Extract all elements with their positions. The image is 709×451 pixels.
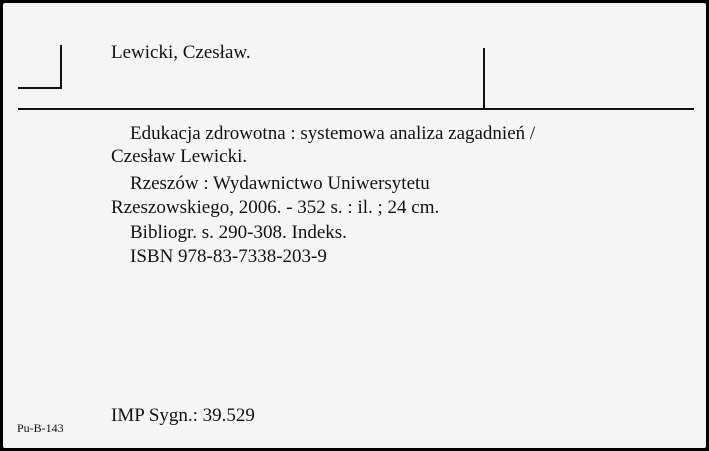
corner-mark-vertical	[60, 45, 62, 89]
title-line-2: Czesław Lewicki.	[111, 146, 248, 167]
card-code: Pu-B-143	[17, 421, 64, 435]
corner-mark-horizontal	[18, 87, 62, 89]
publication-line-2: Rzeszowskiego, 2006. - 352 s. : il. ; 24 cm.	[111, 197, 440, 218]
catalog-card	[3, 3, 706, 448]
header-horizontal-rule	[18, 108, 694, 110]
title-line-1: Edukacja zdrowotna : systemowa analiza zagadnień /	[130, 123, 536, 144]
author-heading: Lewicki, Czesław.	[111, 42, 251, 63]
header-vertical-divider	[483, 48, 485, 110]
publication-line-1: Rzeszów : Wydawnictwo Uniwersytetu	[130, 173, 430, 194]
isbn-line: ISBN 978-83-7338-203-9	[130, 246, 327, 267]
bibliography-notes: Bibliogr. s. 290-308. Indeks.	[130, 222, 347, 243]
call-number: IMP Sygn.: 39.529	[111, 405, 255, 426]
